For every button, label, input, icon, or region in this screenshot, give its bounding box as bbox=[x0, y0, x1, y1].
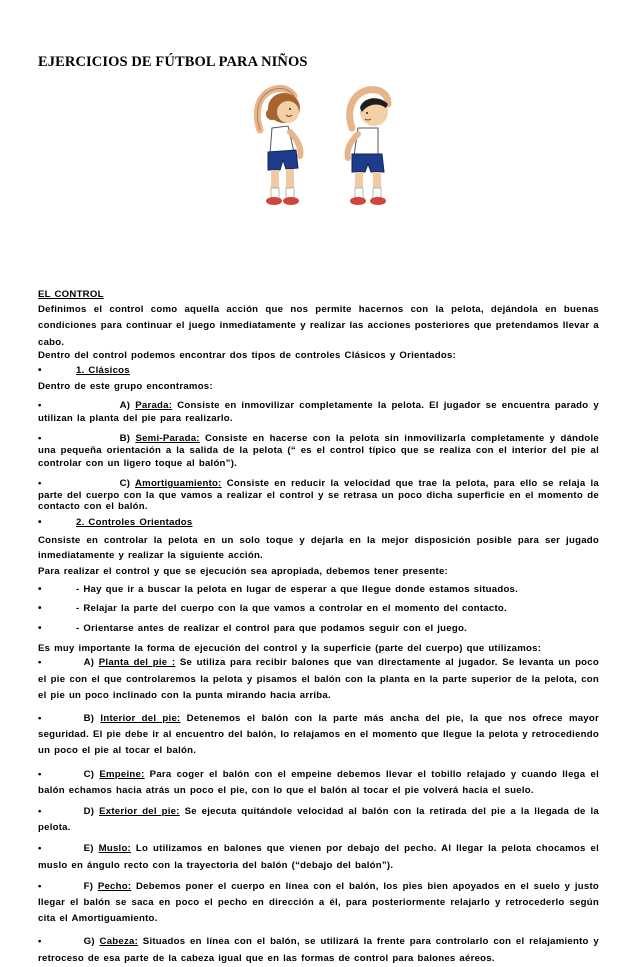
item-letter: G) bbox=[83, 936, 95, 948]
item-term: Pecho: bbox=[97, 880, 132, 892]
bullet: • bbox=[38, 936, 42, 948]
item-letter: A) bbox=[119, 400, 131, 412]
item-text: Situados en línea con el balón, se utilizará la frente para controlarlo con el relajamiento y retroceso de esa parte de la cabeza igual que en las formas de control para balones aéreos. bbox=[38, 936, 599, 964]
classics-lead: Dentro de este grupo encontramos: bbox=[38, 380, 213, 392]
bullet: • bbox=[38, 603, 42, 615]
tip-text: - Relajar la parte del cuerpo con la que vamos a controlar en el momento del contacto. bbox=[76, 603, 507, 615]
surface-item-empeine bbox=[38, 767, 599, 799]
bullet: • bbox=[38, 768, 42, 780]
classic-item-amortiguamiento bbox=[38, 478, 599, 513]
item-term: Parada: bbox=[135, 400, 173, 412]
item-letter: A) bbox=[83, 657, 95, 669]
item-term: Exterior del pie: bbox=[99, 806, 180, 818]
bullet: • bbox=[38, 623, 42, 635]
bullet: • bbox=[38, 477, 42, 489]
surface-item-interior bbox=[38, 711, 599, 760]
item-text: Consiste en hacerse con la pelota sin inmovilizarla completamente y dándole una pequeña orientación a la salida de la pelota (“ es el control típico que se realiza con el interior del pie al controlar con un ligero toque al balón”). bbox=[38, 432, 599, 470]
tip-item bbox=[38, 623, 599, 636]
item-letter: D) bbox=[83, 806, 95, 818]
item-term: Empeine: bbox=[99, 768, 145, 780]
bullet: • bbox=[38, 843, 42, 855]
item-text: Consiste en reducir la velocidad que trae la pelota, para ello se relaja la parte del cuerpo con la que vamos a realizar el control y se retrasa un poco dicha superficie en el momento de contacto con el balón. bbox=[38, 477, 600, 513]
item-letter: B) bbox=[83, 713, 95, 725]
item-text: Lo utilizamos en balones que vienen por debajo del pecho. Al llegar la pelota chocamos el muslo en ángulo recto con la trayectoria del balón (“debajo del balón”). bbox=[38, 843, 599, 871]
intro-paragraph-2: Dentro del control podemos encontrar dos tipos de controles Clásicos y Orientados: bbox=[38, 350, 456, 362]
item-letter: F) bbox=[83, 880, 94, 892]
oriented-heading-item bbox=[38, 517, 599, 530]
bullet: • bbox=[38, 517, 42, 529]
bullet: • bbox=[38, 583, 42, 595]
bullet: • bbox=[38, 806, 42, 818]
item-text: Se ejecuta quitándole velocidad al balón con la retirada del pie a la llegada de la pelota. bbox=[38, 806, 599, 834]
boy-figure bbox=[347, 90, 388, 205]
girl-figure bbox=[257, 88, 300, 205]
bullet: • bbox=[38, 432, 42, 444]
item-term: Muslo: bbox=[98, 843, 132, 855]
section-heading: EL CONTROL bbox=[38, 289, 104, 300]
item-text: Detenemos el balón con la parte más ancha del pie, la que nos ofrece mayor seguridad. El pie debe ir al encuentro del balón, lo relajamos en el momento que llegue la pelota y retrocediendo un poco el pie al tocar el balón. bbox=[38, 713, 599, 757]
bullet: • bbox=[38, 364, 42, 376]
classic-item-semi-parada bbox=[38, 433, 599, 471]
item-term: Planta del pie : bbox=[98, 657, 176, 669]
classics-heading: 1. Clásicos bbox=[76, 364, 130, 376]
oriented-text-1: Consiste en controlar la pelota en un solo toque y dejarla en la mejor disposición posible para ser jugado inmediatamente y realizar la siguiente acción. bbox=[38, 534, 599, 561]
item-letter: B) bbox=[119, 432, 131, 444]
tip-item bbox=[38, 584, 599, 597]
bullet: • bbox=[38, 713, 42, 725]
oriented-text-2: Para realizar el control y que se ejecución sea apropiada, debemos tener presente: bbox=[38, 565, 449, 577]
oriented-heading: 2. Controles Orientados bbox=[76, 517, 193, 529]
surface-item-cabeza bbox=[38, 934, 599, 966]
item-letter: C) bbox=[83, 768, 95, 780]
item-text: Debemos poner el cuerpo en línea con el balón, los pies bien apoyados en el suelo y justo llegar el balón se saca en poco el pecho en dirección a él, para posteriormente relajarlo y retrocederlo según cita el Amortiguamiento. bbox=[38, 880, 599, 925]
page-title: EJERCICIOS DE FÚTBOL PARA NIÑOS bbox=[38, 54, 308, 70]
document-body bbox=[38, 289, 599, 967]
item-term: Cabeza: bbox=[99, 936, 139, 948]
two-children-stretching-illustration bbox=[228, 82, 410, 214]
item-letter: C) bbox=[119, 477, 131, 489]
tip-text: - Hay que ir a buscar la pelota en lugar de esperar a que llegue donde estamos situados. bbox=[76, 583, 519, 595]
surface-item-pecho bbox=[38, 879, 599, 928]
classic-item-parada bbox=[38, 400, 599, 425]
surface-item-exterior bbox=[38, 804, 599, 836]
bullet: • bbox=[38, 880, 42, 892]
item-term: Interior del pie: bbox=[100, 713, 181, 725]
bullet: • bbox=[38, 657, 42, 669]
item-text: Consiste en inmovilizar completamente la pelota. El jugador se encuentra parado y utilizan la planta del pie para realizarlo. bbox=[38, 400, 599, 425]
oriented-text-3: Es muy importante la forma de ejecución del control y la superficie (parte del cuerpo) que utilizamos: bbox=[38, 642, 542, 654]
item-text: Se utiliza para recibir balones que van directamente al jugador. Se levanta un poco el pie con el que controlaremos la pelota y pisamos el balón con la planta en la parte superior de la pelota, con el pie un poco inclinado con la punta mirando hacia arriba. bbox=[38, 657, 599, 701]
item-text: Para coger el balón con el empeine debemos llevar el tobillo relajado y cuando llega el balón echamos hacia atrás un poco el pie, con lo que el balón al tocar el pie volverá hacia el suelo. bbox=[38, 768, 599, 796]
item-letter: E) bbox=[83, 843, 94, 855]
classics-heading-item bbox=[38, 365, 599, 378]
surface-item-muslo bbox=[38, 841, 599, 873]
item-term: Semi-Parada: bbox=[135, 432, 200, 444]
intro-paragraph: Definimos el control como aquella acción que nos permite hacernos con la pelota, dejándola en buenas condiciones para continuar el juego inmediatamente y realizar las acciones posteriores que pretendamos llevar a cabo. bbox=[38, 303, 599, 348]
surface-item-planta bbox=[38, 655, 599, 704]
bullet: • bbox=[38, 400, 42, 412]
tip-item bbox=[38, 603, 599, 616]
item-term: Amortiguamiento: bbox=[134, 477, 222, 489]
tip-text: - Orientarse antes de realizar el control para que podamos seguir con el juego. bbox=[76, 623, 468, 635]
